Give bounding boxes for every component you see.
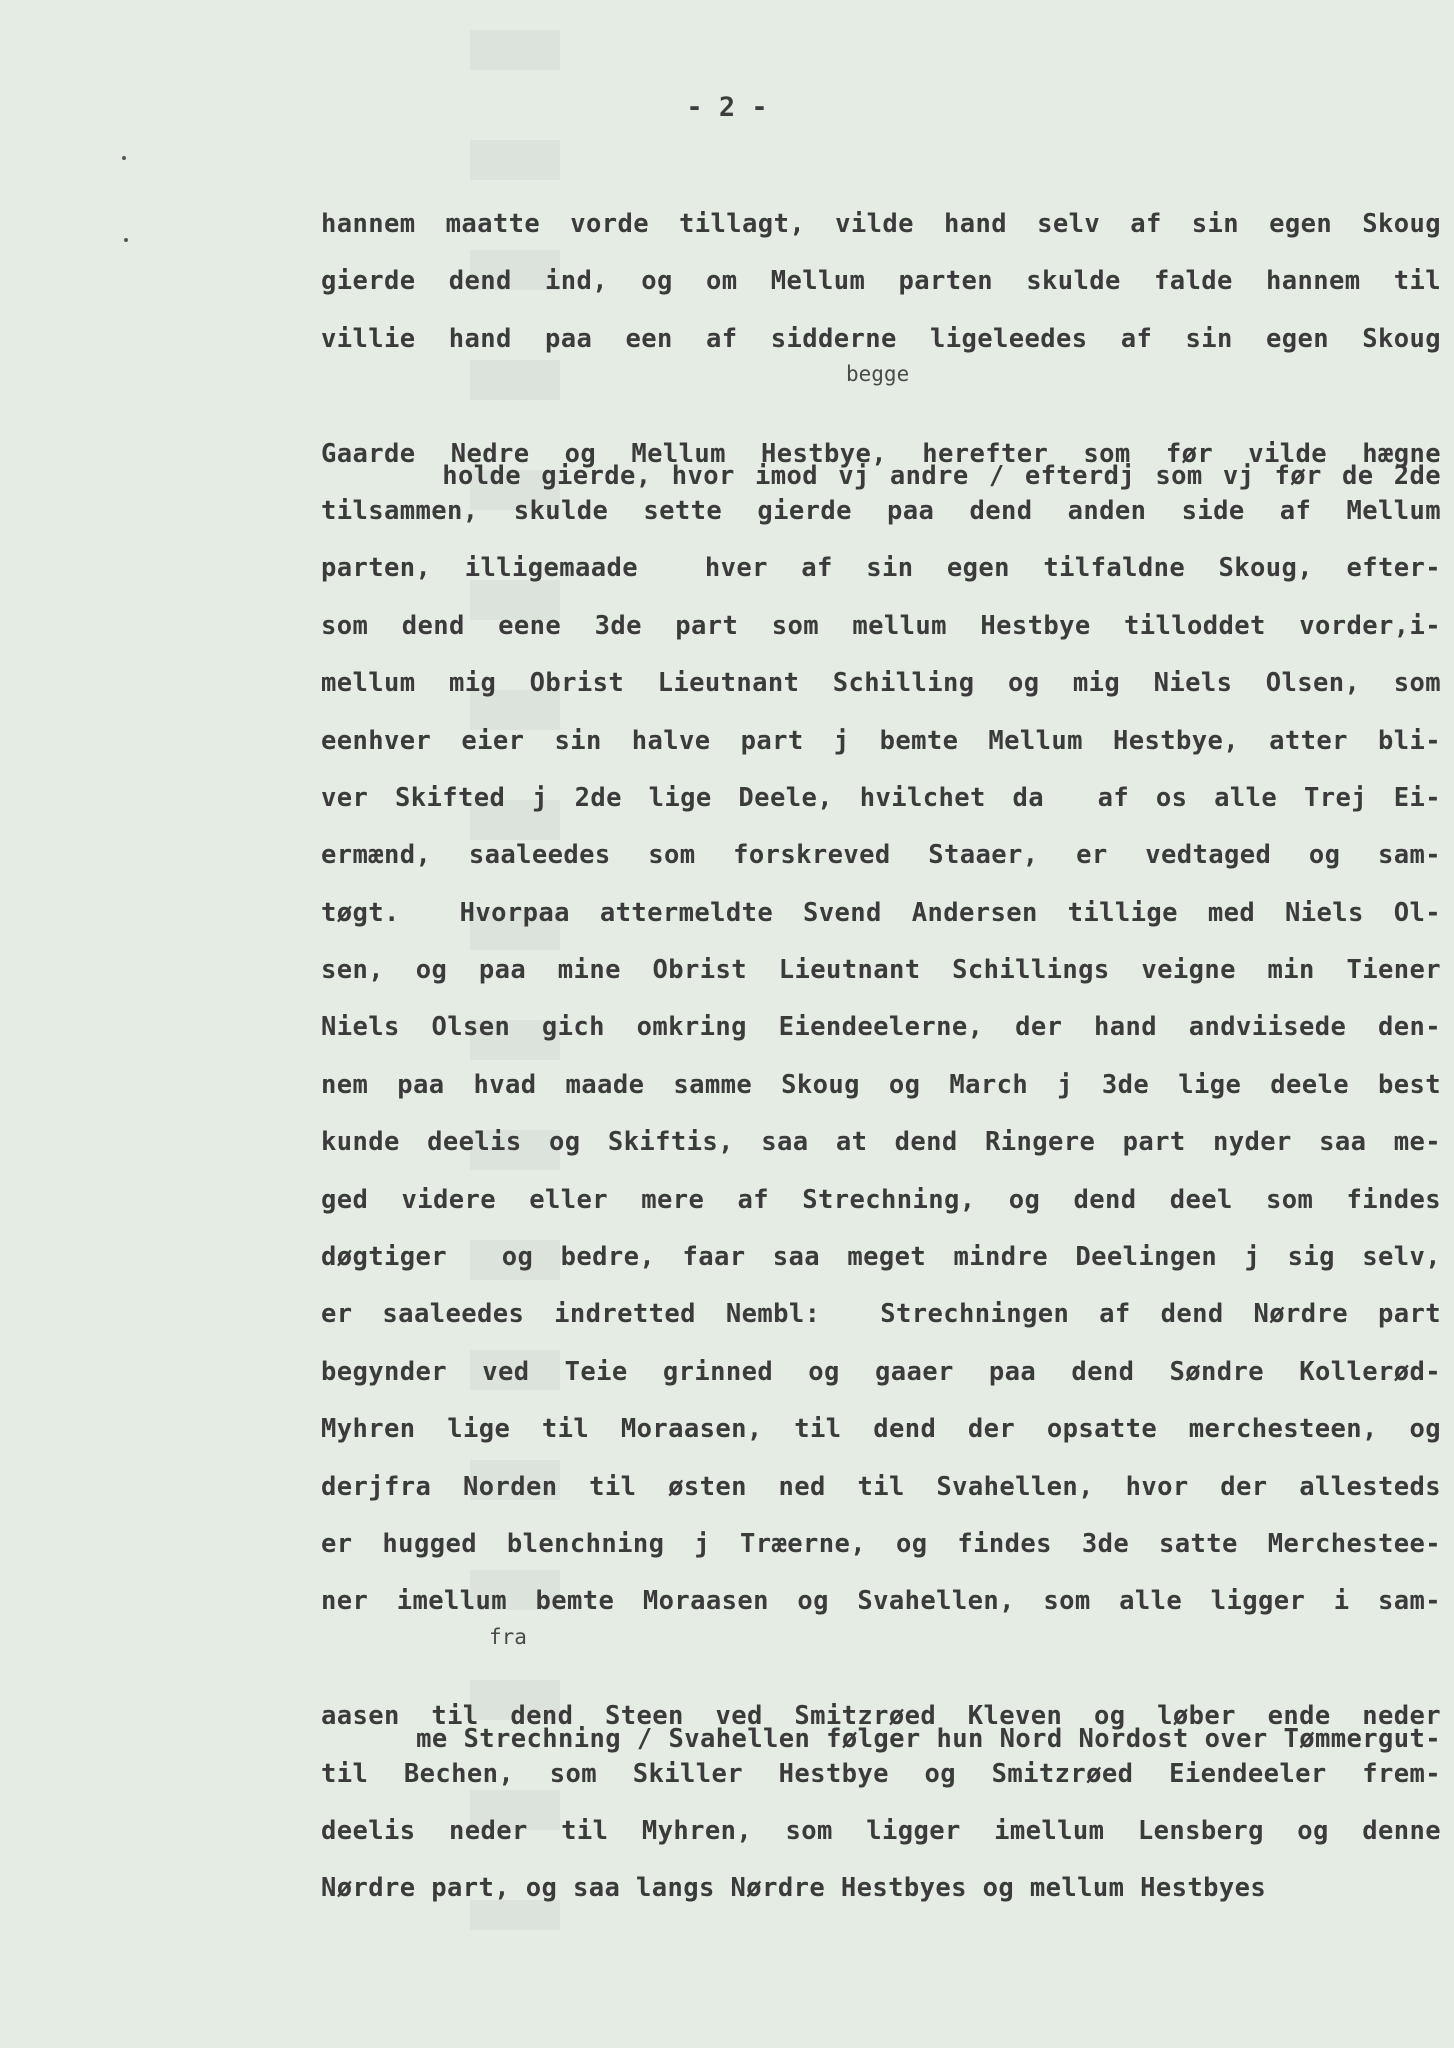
text-line: er hugged blenchning j Træerne, og findes 3de satte Merchestee- xyxy=(321,1528,1441,1559)
text-line: hannem maatte vorde tillagt, vilde hand selv af sin egen Skoug xyxy=(321,209,1441,239)
handwritten-insertion: fra xyxy=(489,1624,527,1649)
margin-mark xyxy=(124,238,128,242)
text-line: døgtiger og bedre, faar saa meget mindre Deelingen j sig selv, xyxy=(321,1242,1441,1273)
text-line: derjfra Norden til østen ned til Svahellen, hvor der allesteds xyxy=(321,1471,1441,1502)
text-line: kunde deelis og Skiftis, saa at dend Ringere part nyder saa me- xyxy=(321,1127,1441,1158)
typed-body-text xyxy=(321,204,1441,1926)
text-line: til Bechen, som Skiller Hestbye og Smitzrøed Eiendeeler frem- xyxy=(321,1758,1441,1789)
text-line: villie hand paa een af sidderne ligeleedes af sin egen Skoug xyxy=(321,323,1441,354)
text-line: parten, illigemaade hver af sin egen tilfaldne Skoug, efter- xyxy=(321,553,1441,584)
text-line: sen, og paa mine Obrist Lieutnant Schillings veigne min Tiener xyxy=(321,955,1441,986)
text-line-content: holde gierde, hvor imod vj andre / efterdj som vj før de 2de xyxy=(442,461,1441,492)
text-line: gierde dend ind, og om Mellum parten skulde falde hannem til xyxy=(321,266,1441,297)
text-line: ner imellum bemte Moraasen og Svahellen, som alle ligger i sam- xyxy=(321,1586,1441,1617)
text-line: eenhver eier sin halve part j bemte Mellum Hestbye, atter bli- xyxy=(321,725,1441,756)
text-line: Myhren lige til Moraasen, til dend der opsatte merchesteen, og xyxy=(321,1414,1441,1445)
text-line: Gaarde Nedre og Mellum Hestbye, herefter som før vilde hægne xyxy=(321,438,1441,469)
text-line: ver Skifted j 2de lige Deele, hvilchet da af os alle Trej Ei- xyxy=(321,782,1441,813)
text-line: ged videre eller mere af Strechning, og dend deel som findes xyxy=(321,1184,1441,1215)
text-line: som dend eene 3de part som mellum Hestbye tilloddet vorder,i- xyxy=(321,610,1441,641)
text-line: ermænd, saaleedes som forskreved Staaer, er vedtaged og sam- xyxy=(321,840,1441,871)
text-line: Niels Olsen gich omkring Eiendeelerne, der hand andviisede den- xyxy=(321,1012,1441,1043)
text-line: er saaleedes indretted Nembl: Strechningen af dend Nørdre part xyxy=(321,1299,1441,1330)
text-line: deelis neder til Myhren, som ligger imellum Lensberg og denne xyxy=(321,1815,1441,1846)
text-line: mellum mig Obrist Lieutnant Schilling og mig Niels Olsen, som xyxy=(321,668,1441,699)
text-line: nem paa hvad maade samme Skoug og March j 3de lige deele best xyxy=(321,1069,1441,1100)
text-line: tilsammen, skulde sette gierde paa dend anden side af Mellum xyxy=(321,495,1441,526)
margin-mark xyxy=(122,156,126,160)
text-line-content: me Strechning / Svahellen følger hun Nord Nordost over Tømmergut- xyxy=(416,1723,1442,1754)
text-line: begynder ved Teie grinned og gaaer paa dend Søndre Kollerød- xyxy=(321,1356,1441,1387)
text-line: aasen til dend Steen ved Smitzrøed Kleven og løber ende neder xyxy=(321,1701,1441,1732)
text-line: Nørdre part, og saa langs Nørdre Hestbyes og mellum Hestbyes xyxy=(321,1873,1267,1904)
page-number: - 2 - xyxy=(686,92,768,123)
text-line: tøgt. Hvorpaa attermeldte Svend Andersen tillige med Niels Ol- xyxy=(321,897,1441,928)
handwritten-insertion: begge xyxy=(846,362,910,387)
